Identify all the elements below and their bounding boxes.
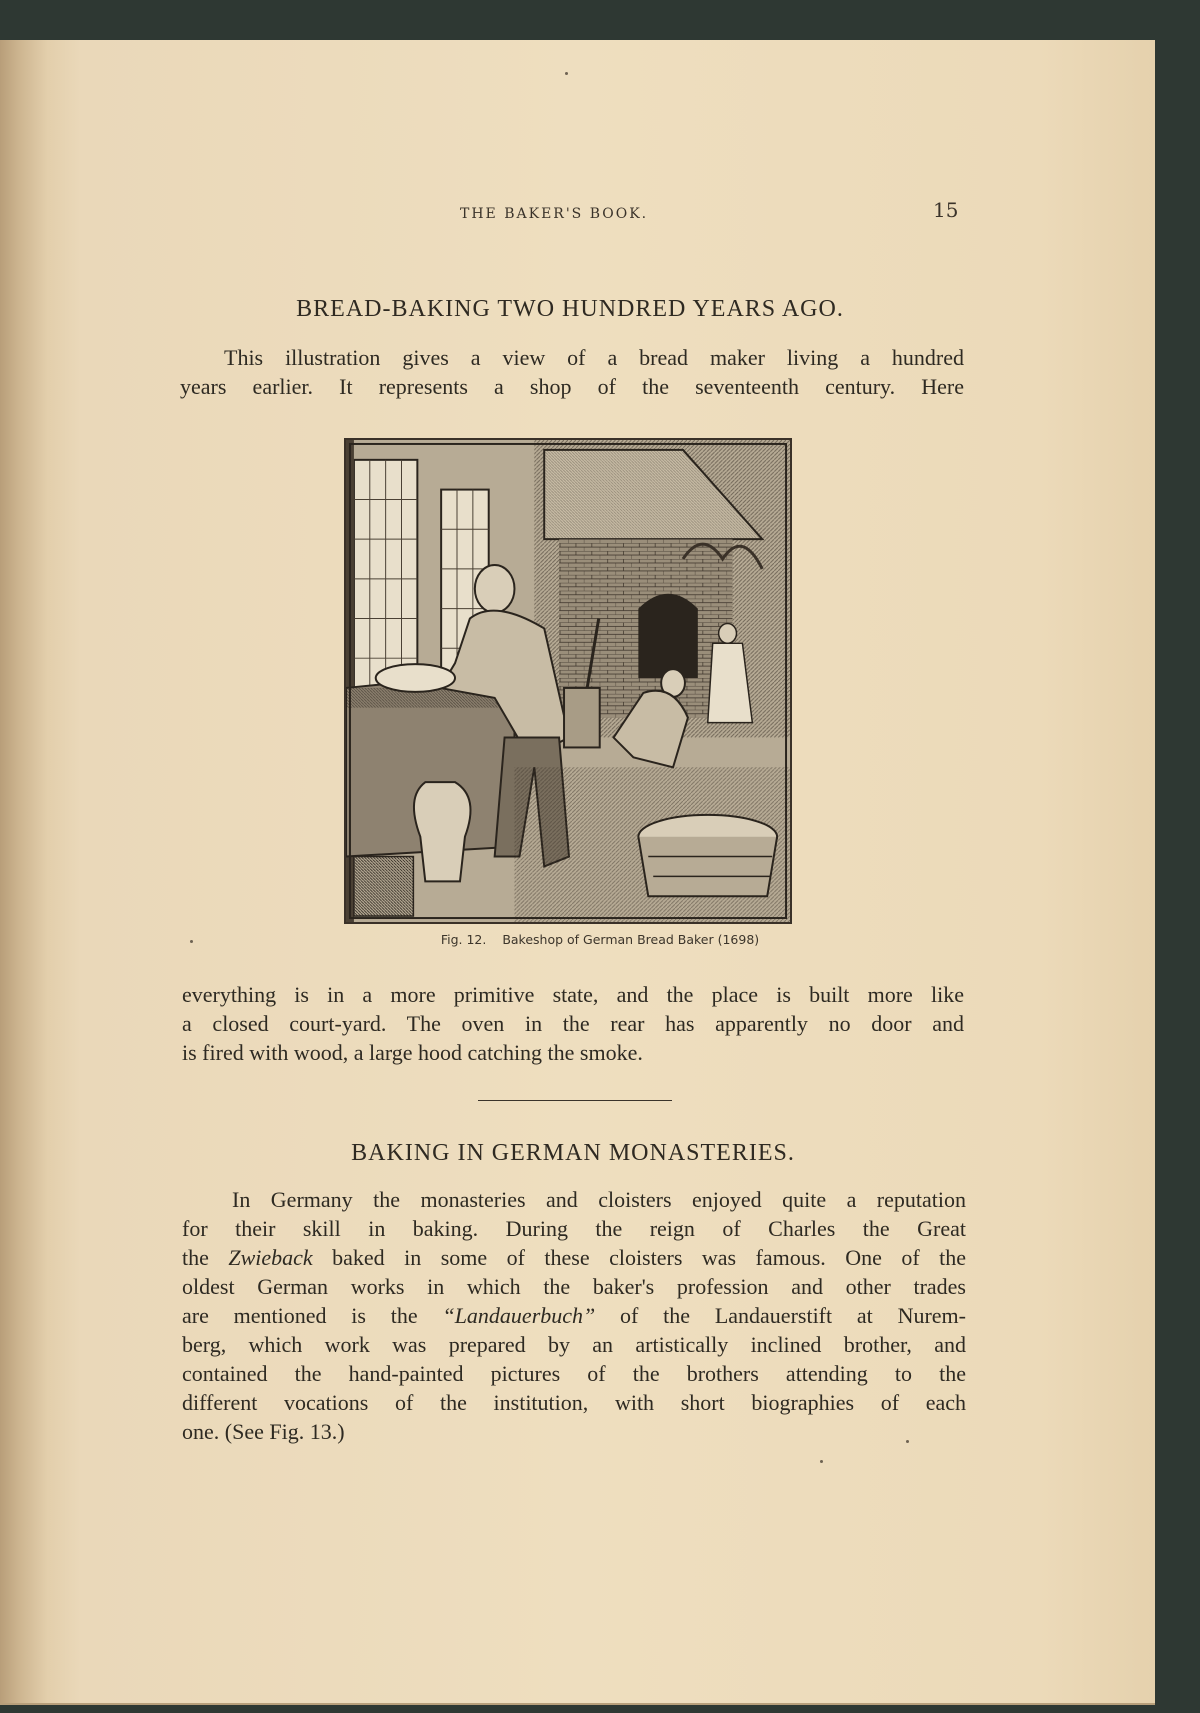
italic-term-landauerbuch: “Landauerbuch” [442, 1303, 596, 1328]
section-heading-monasteries: BAKING IN GERMAN MONASTERIES. [351, 1140, 795, 1166]
text-fragment: of the Landauerstift at Nurem- [620, 1303, 967, 1328]
text-fragment: the [182, 1245, 209, 1270]
text-line: for their skill in baking. During the reign of Charles the Great [182, 1216, 966, 1241]
text-line: This illustration gives a view of a bread maker living a hundred [224, 345, 964, 370]
running-title: THE BAKER'S BOOK. [460, 206, 649, 222]
text-line: a closed court-yard. The oven in the rear has apparently no door and [182, 1011, 964, 1036]
text-line: different vocations of the institution, with short biographies of each [182, 1390, 966, 1415]
figure-number: Fig. 12. [440, 932, 487, 947]
figure-bakeshop-engraving [344, 438, 792, 924]
text-fragment: baked in some of these cloisters was famous. One of the [332, 1245, 967, 1270]
text-line: berg, which work was prepared by an artistically inclined brother, and [182, 1332, 966, 1357]
figure-caption-text: Bakeshop of German Bread Baker (1698) [502, 932, 760, 947]
figure-caption [0, 932, 1200, 947]
paragraph-oven [182, 980, 964, 1067]
paper-speck [190, 940, 193, 943]
text-line [182, 1243, 966, 1272]
italic-term-zwieback: Zwieback [228, 1245, 313, 1270]
text-line: In Germany the monasteries and cloisters enjoyed quite a reputation [232, 1187, 966, 1212]
paper-speck [565, 72, 568, 75]
section-divider [478, 1100, 672, 1101]
text-line [182, 1301, 966, 1330]
paragraph-monasteries [182, 1185, 966, 1446]
engraving-illustration [346, 440, 790, 922]
paragraph-intro [180, 343, 964, 401]
section-heading-bread-baking: BREAD-BAKING TWO HUNDRED YEARS AGO. [296, 296, 844, 322]
paper-speck [906, 1440, 909, 1443]
text-line: one. (See Fig. 13.) [182, 1419, 345, 1444]
text-line: everything is in a more primitive state, and the place is built more like [182, 982, 964, 1007]
text-line: is fired with wood, a large hood catching the smoke. [182, 1040, 643, 1065]
text-line: contained the hand-painted pictures of the brothers attending to the [182, 1361, 966, 1386]
page-gutter [0, 40, 48, 1703]
text-line: oldest German works in which the baker's profession and other trades [182, 1274, 966, 1299]
text-line: years earlier. It represents a shop of the seventeenth century. Here [180, 374, 964, 399]
paper-speck [820, 1460, 823, 1463]
page-number: 15 [933, 198, 959, 222]
text-fragment: are mentioned is the [182, 1303, 418, 1328]
